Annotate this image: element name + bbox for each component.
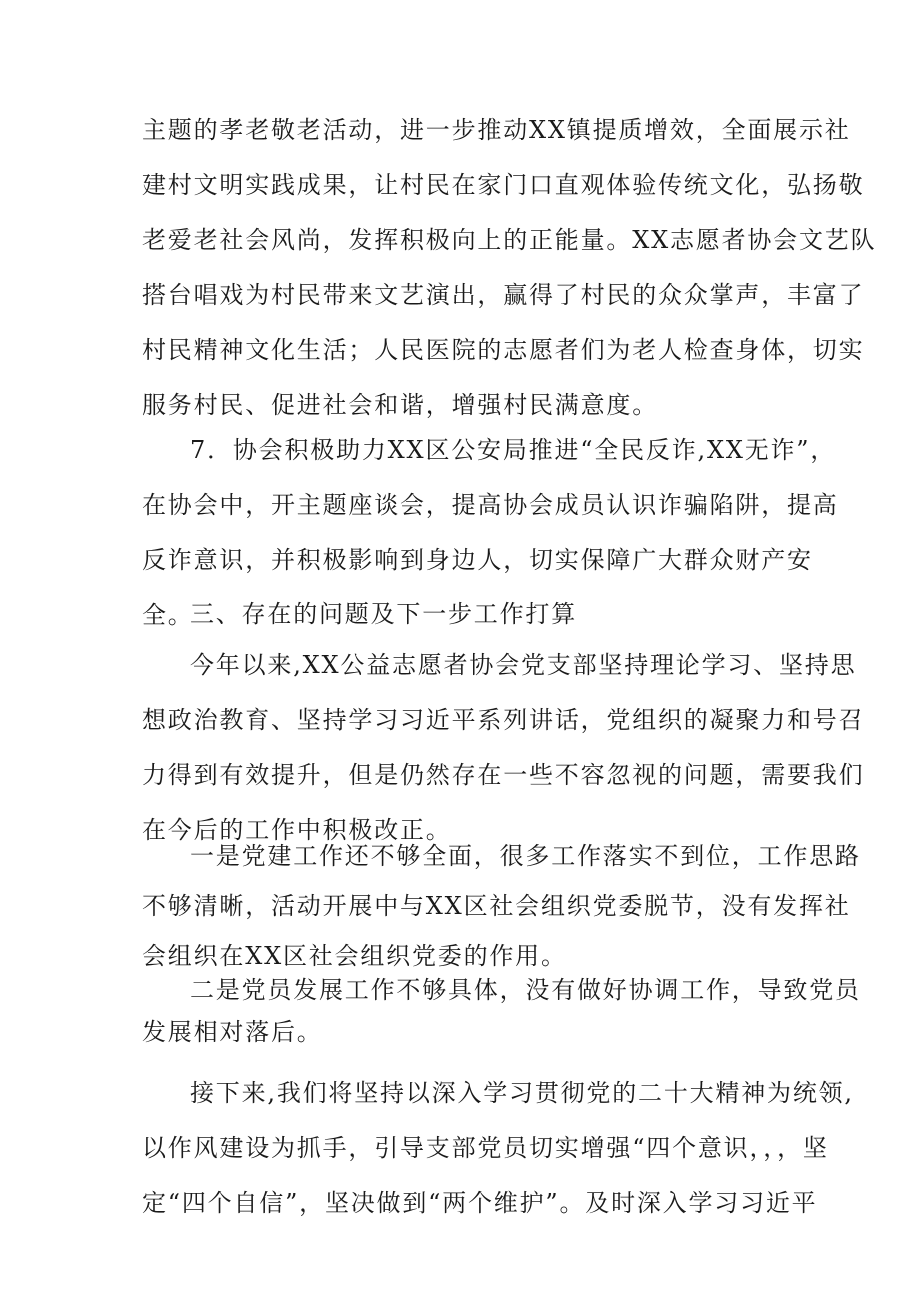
text-line: 全。 <box>142 601 194 629</box>
text-line: 在协会中，开主题座谈会，提高协会成员认识诈骗陷阱，提高 <box>142 491 839 519</box>
section-title: 三、存在的问题及下一步工作打算 <box>190 600 577 628</box>
text-line: 主题的孝老敬老活动，进一步推动XX镇提质增效，全面展示社 <box>142 116 851 144</box>
text-line: 接下来,我们将坚持以深入学习贯彻党的二十大精神为统领, <box>190 1079 854 1107</box>
text-line: 今年以来,XX公益志愿者协会党支部坚持理论学习、坚持思 <box>190 651 857 679</box>
text-line: 不够清晰，活动开展中与XX区社会组织党委脱节，没有发挥社 <box>142 892 851 920</box>
text-line: 搭台唱戏为村民带来文艺演出，赢得了村民的众众掌声，丰富了 <box>142 281 865 309</box>
text-line: 二是党员发展工作不够具体，没有做好协调工作，导致党员 <box>190 976 861 1004</box>
paragraph-next-steps <box>142 1066 854 1231</box>
paragraph-this-year <box>142 638 865 858</box>
paragraph-issue-one <box>142 831 861 981</box>
text-line: 在今后的工作中积极改正。 <box>142 816 452 844</box>
text-line: 力得到有效提升，但是仍然存在一些不容忽视的问题，需要我们 <box>142 761 865 789</box>
text-line: 以作风建设为抓手，引导支部党员切实增强“四个意识，，，坚 <box>142 1134 829 1162</box>
paragraph-activity-summary <box>142 103 877 433</box>
text-line: 一是党建工作还不够全面，很多工作落实不到位，工作思路 <box>190 842 861 870</box>
text-line: 想政治教育、坚持学习习近平系列讲话，党组织的凝聚力和号召 <box>142 706 865 734</box>
text-line: 7．协会积极助力XX区公安局推进“全民反诈,XX无诈”， <box>190 436 837 464</box>
text-line: 老爱老社会风尚，发挥积极向上的正能量。XX志愿者协会文艺队 <box>142 226 877 254</box>
text-line: 发展相对落后。 <box>142 1018 323 1046</box>
text-line: 建村文明实践成果，让村民在家门口直观体验传统文化，弘扬敬 <box>142 171 865 199</box>
text-line: 村民精神文化生活；人民医院的志愿者们为老人检查身体，切实 <box>142 336 865 364</box>
text-line: 定“四个自信”，坚决做到“两个维护”。及时深入学习习近平 <box>142 1189 818 1217</box>
text-line: 服务村民、促进社会和谐，增强村民满意度。 <box>142 391 658 419</box>
paragraph-issue-two <box>142 969 861 1053</box>
text-line: 会组织在XX区社会组织党委的作用。 <box>142 942 567 970</box>
section-heading <box>142 587 802 642</box>
text-line: 反诈意识，并积极影响到身边人，切实保障广大群众财产安 <box>142 546 813 574</box>
